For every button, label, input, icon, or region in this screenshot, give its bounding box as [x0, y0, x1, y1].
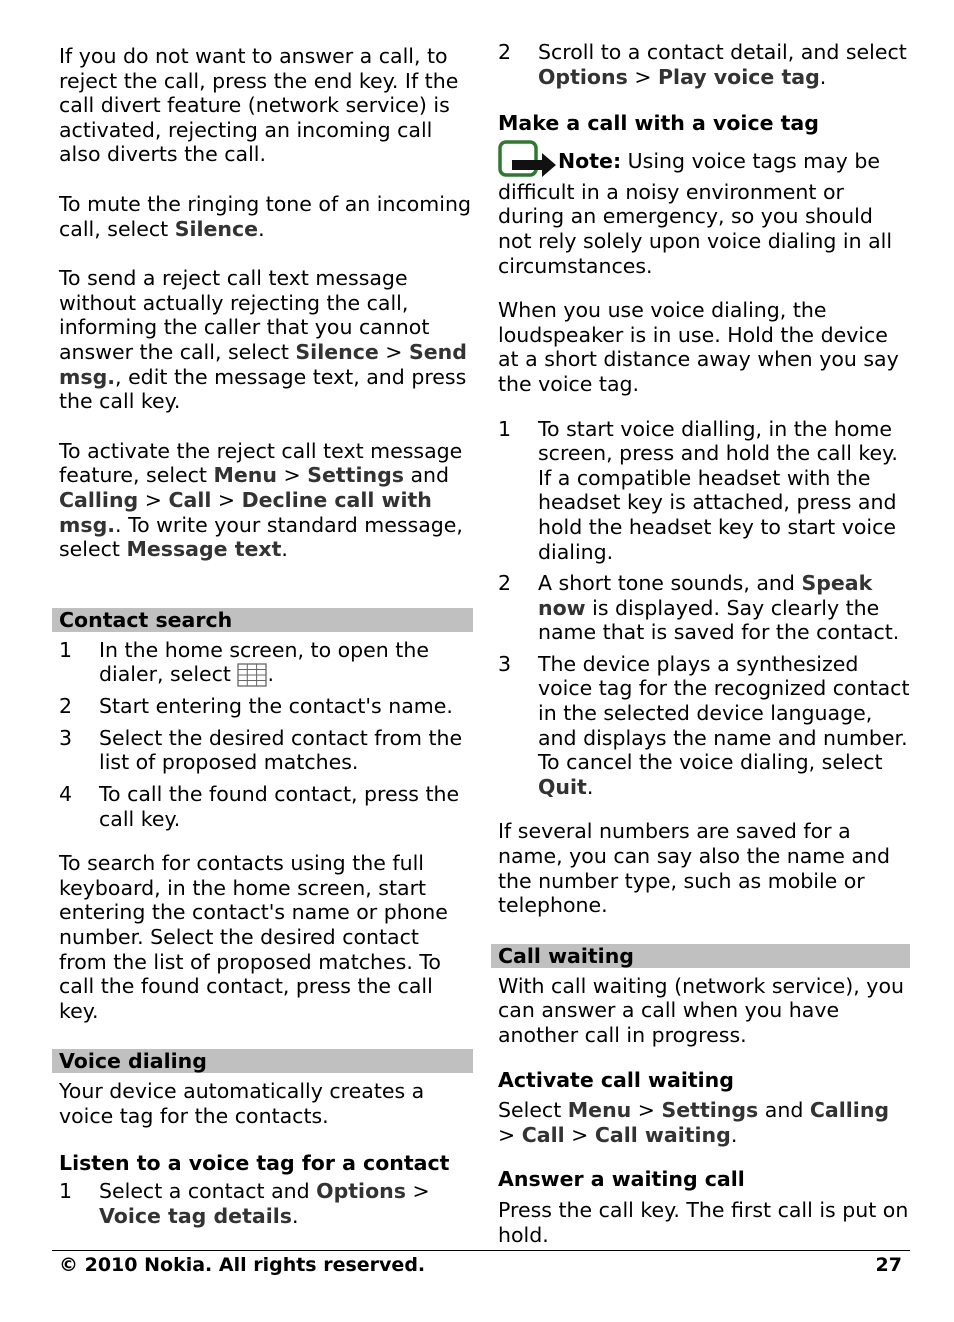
- quit-label: Quit: [538, 774, 587, 799]
- note-label: Note:: [558, 148, 622, 173]
- menu-label: Menu: [213, 463, 277, 488]
- note-icon: [498, 140, 558, 180]
- play-voice-tag-label: Play voice tag: [658, 64, 820, 89]
- call-waiting-intro: With call waiting (network service), you can answer a call when you have another call in progress.: [498, 973, 904, 1047]
- contact-search-steps: [59, 638, 473, 832]
- speak-now-label: Speak now: [538, 571, 873, 620]
- answer-waiting-call-heading: Answer a waiting call: [498, 1167, 745, 1192]
- send-reject-paragraph: To send a reject call text message without actually rejecting the call, informing the caller that you cannot answer the call, select Silence > Send msg., edit the message text, and press the call key.: [59, 266, 467, 414]
- note-paragraph: Note: Using voice tags may be difficult in a noisy environment or during an emergency, so you should not rely solely upon voice dialing in all circumstances.: [498, 140, 910, 278]
- calling-label: Calling: [809, 1098, 890, 1123]
- listen-steps-continued: [498, 40, 910, 89]
- settings-label: Settings: [307, 463, 404, 488]
- options-label: Options: [316, 1179, 406, 1204]
- copyright-text: © 2010 Nokia. All rights reserved.: [59, 1254, 426, 1276]
- list-item: 3 The device plays a synthesized voice tag for the recognized contact in the selected device language, and displays the name and number. To cancel the voice dialing, select Quit.: [498, 651, 910, 799]
- dialer-grid-icon[interactable]: [237, 663, 267, 687]
- call-waiting-label: Call waiting: [594, 1122, 731, 1147]
- several-numbers-paragraph: If several numbers are saved for a name, you can say also the name and the number type, such as mobile or telephone.: [498, 819, 890, 918]
- decline-label: Decline call with msg.: [59, 487, 432, 537]
- voice-dial-steps: [498, 417, 910, 800]
- voice-dialing-heading: Voice dialing: [52, 1049, 473, 1073]
- right-column: [498, 40, 910, 1247]
- list-item: 2 A short tone sounds, and Speak now is displayed. Say clearly the name that is saved for the contact.: [498, 571, 900, 645]
- loudspeaker-paragraph: When you use voice dialing, the loudspeaker is in use. Hold the device at a short distance away when you say the voice tag.: [498, 298, 899, 396]
- list-item: 4 To call the found contact, press the call key.: [59, 782, 460, 831]
- reject-paragraph: If you do not want to answer a call, to reject the call, press the end key. If the call divert feature (network service) is activated, rejecting an incoming call also diverts the call.: [59, 44, 459, 167]
- call-label: Call: [521, 1122, 565, 1147]
- options-label: Options: [538, 64, 628, 89]
- list-item: 1 To start voice dialling, in the home screen, press and hold the call key. If a compatible headset with the headset key is attached, press and hold the headset key to start voice dialing.: [498, 416, 898, 564]
- settings-label: Settings: [661, 1098, 759, 1123]
- voice-dialing-intro: Your device automatically creates a voice tag for the contacts.: [59, 1079, 425, 1128]
- silence-label: Silence: [295, 339, 379, 364]
- send-msg-label: Send msg.: [59, 339, 467, 389]
- make-call-voice-tag-heading: Make a call with a voice tag: [498, 111, 819, 136]
- answer-waiting-call-paragraph: Press the call key. The first call is put on hold.: [498, 1197, 909, 1247]
- left-column: [59, 40, 473, 1228]
- list-item: 2 Start entering the contact's name.: [59, 694, 453, 719]
- list-item: 1 In the home screen, to open the dialer, select .: [59, 637, 429, 687]
- list-item: 3 Select the desired contact from the list of proposed matches.: [59, 725, 463, 775]
- menu-label: Menu: [567, 1098, 632, 1123]
- listen-steps: [59, 1179, 473, 1228]
- calling-label: Calling: [59, 487, 139, 512]
- page-number: 27: [875, 1254, 902, 1276]
- silence-label: Silence: [174, 216, 259, 241]
- contact-search-heading: Contact search: [52, 608, 473, 632]
- full-keyboard-paragraph: To search for contacts using the full keyboard, in the home screen, start entering the contact's name or phone number. Select the desired contact from the list of proposed matches. To call the found contact, press the call key.: [59, 851, 448, 1023]
- list-item: 1 Select a contact and Options > Voice tag details.: [59, 1179, 430, 1228]
- call-label: Call: [168, 487, 212, 512]
- activate-call-waiting-heading: Activate call waiting: [498, 1067, 734, 1092]
- activate-reject-paragraph: To activate the reject call text message feature, select Menu > Settings and Calling > Call > Decline call with msg.. To write your standard message, select Message text.: [59, 438, 463, 562]
- call-waiting-heading: Call waiting: [491, 944, 910, 968]
- message-text-label: Message text: [126, 537, 282, 562]
- list-item: 2 Scroll to a contact detail, and select Options > Play voice tag.: [498, 40, 907, 89]
- footer-divider: [52, 1250, 910, 1251]
- listen-voice-tag-heading: Listen to a voice tag for a contact: [59, 1150, 450, 1175]
- voice-tag-details-label: Voice tag details: [99, 1203, 292, 1228]
- mute-paragraph: To mute the ringing tone of an incoming call, select Silence.: [59, 191, 471, 241]
- activate-call-waiting-paragraph: Select Menu > Settings and Calling > Call > Call waiting.: [498, 1098, 890, 1147]
